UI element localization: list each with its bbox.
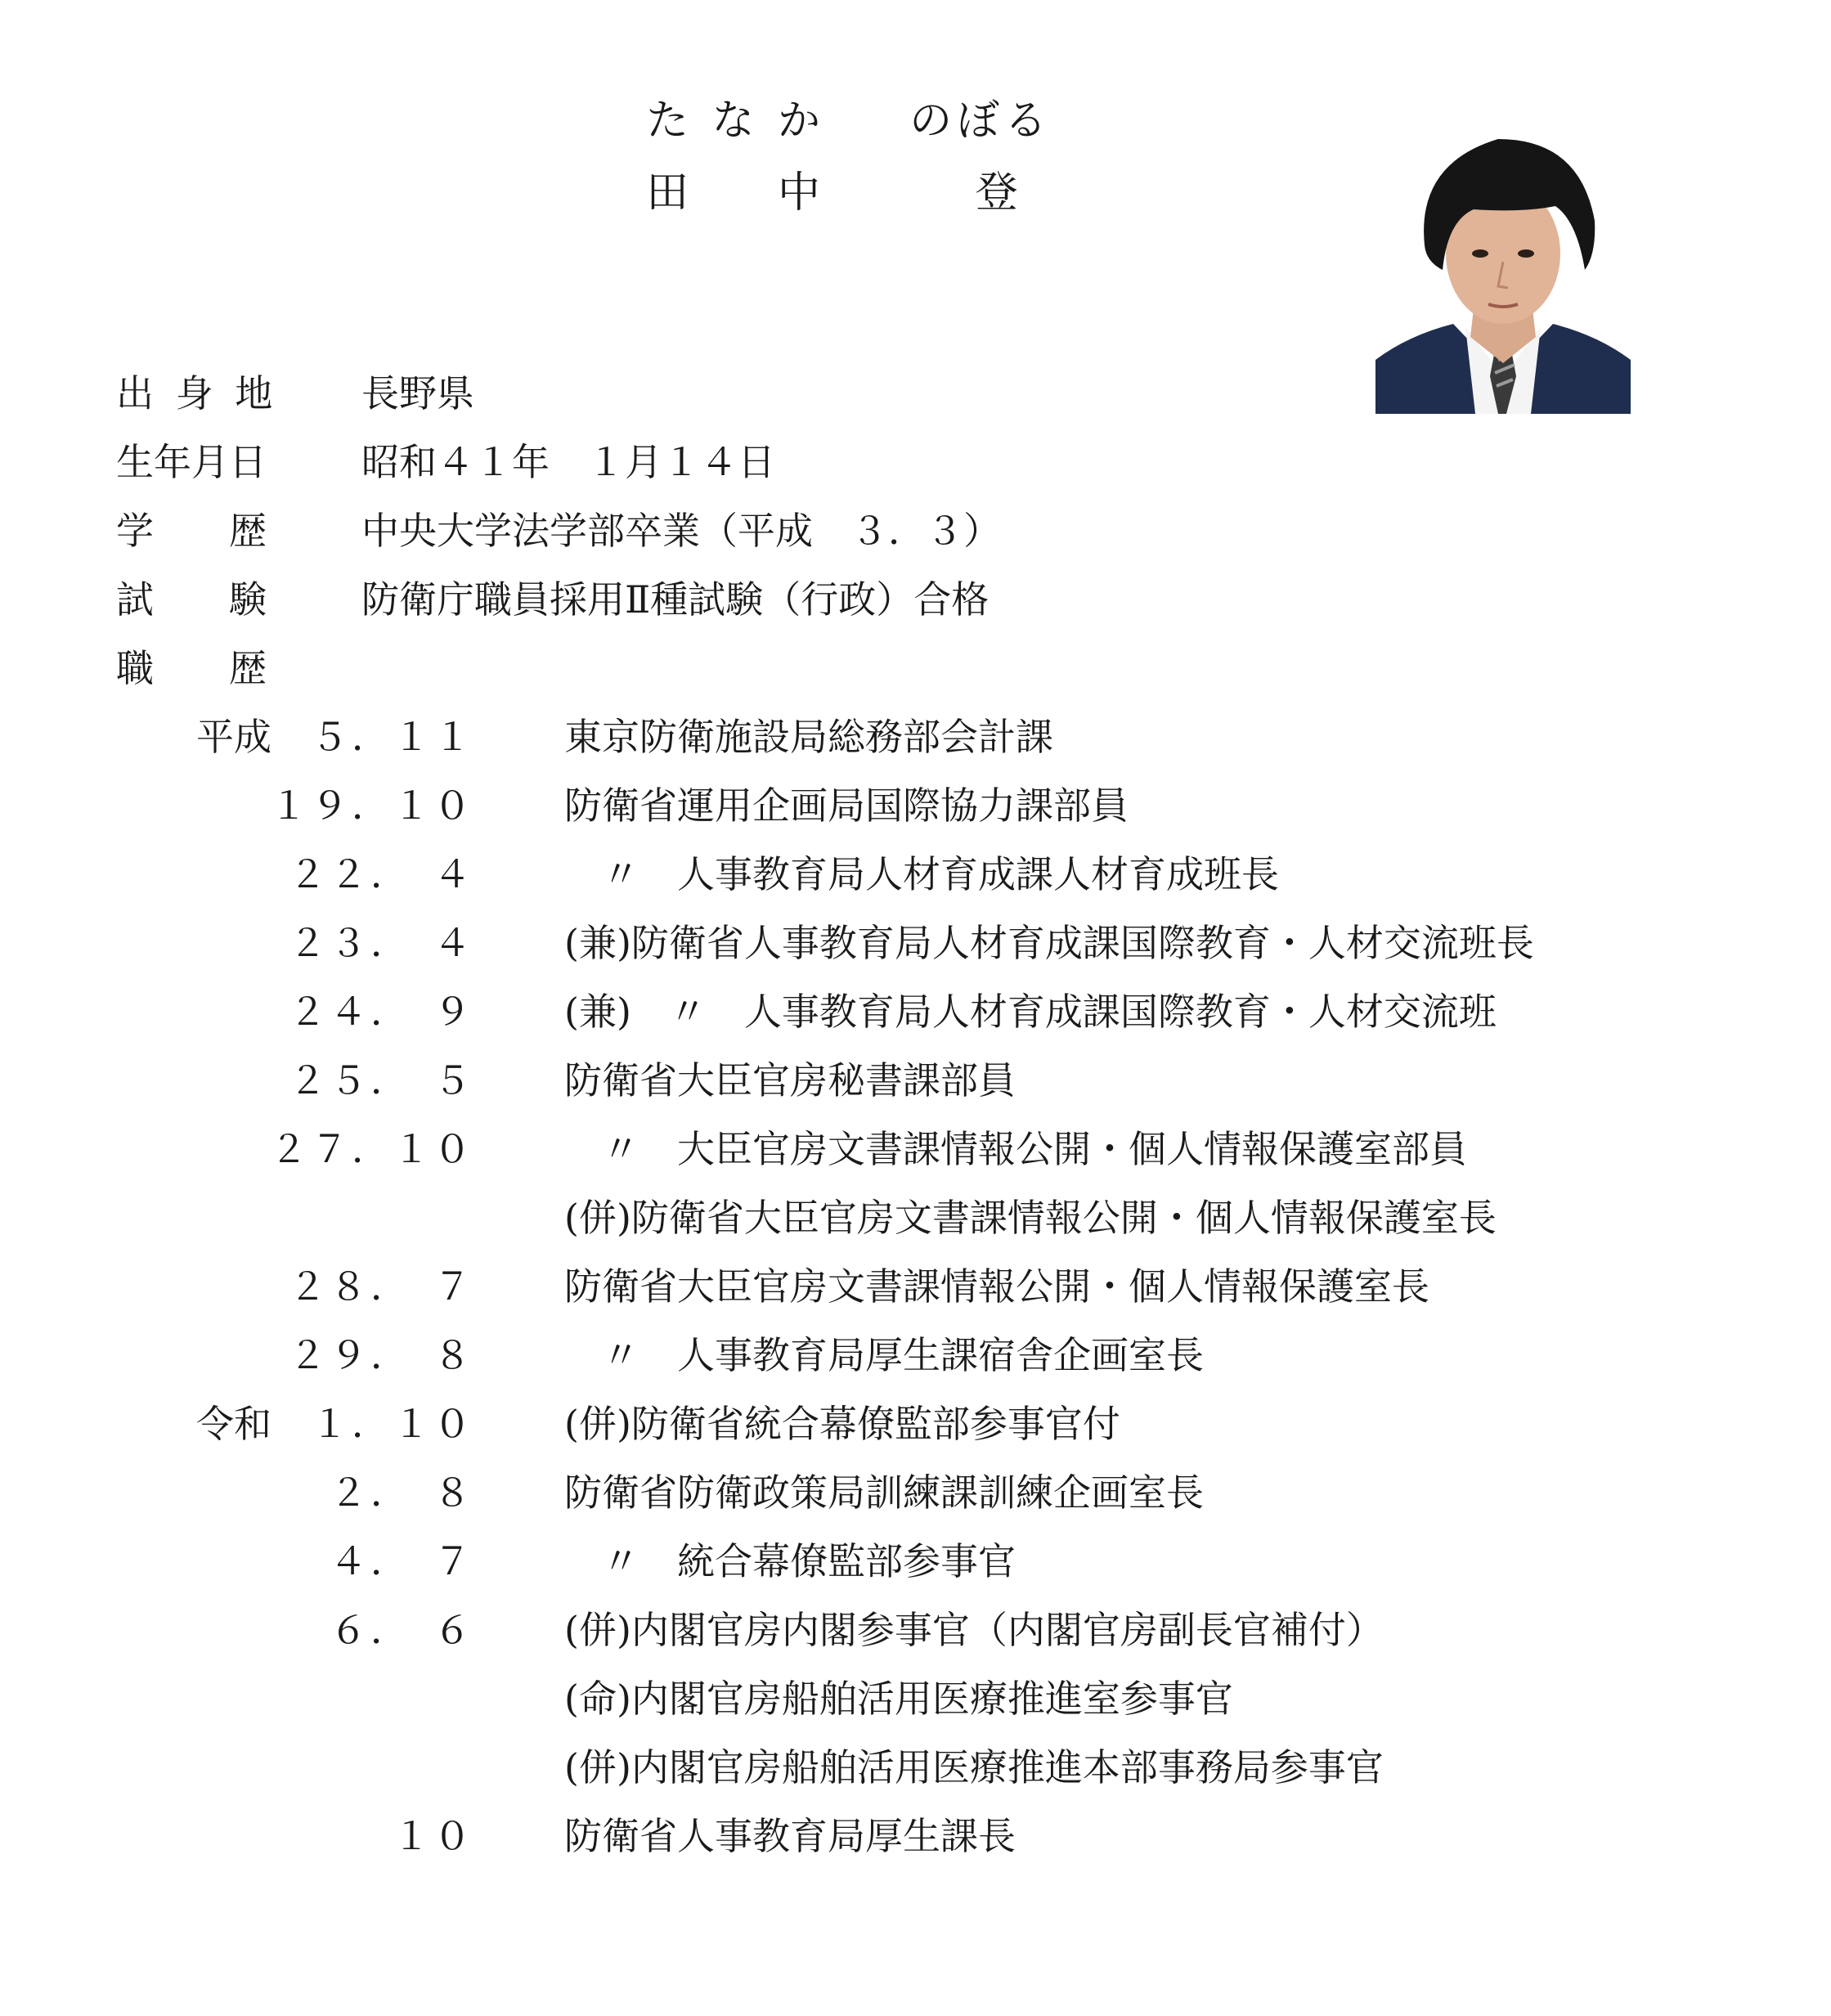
career-date: ２２． ４ xyxy=(289,852,474,896)
career-row xyxy=(0,1608,1831,1680)
career-era: 平成 xyxy=(196,715,272,759)
career-date: ２． ８ xyxy=(330,1470,474,1515)
career-date: １０ xyxy=(393,1814,474,1858)
name-kanji: 田 中 登 xyxy=(646,168,1023,218)
career-row xyxy=(0,1402,1831,1474)
career-desc: 防衛省運用企画局国際協力課部員 xyxy=(564,784,1129,828)
career-row xyxy=(0,1814,1831,1886)
career-date: １．１０ xyxy=(311,1402,474,1446)
career-date: ５．１１ xyxy=(311,715,474,759)
career-date: ６． ６ xyxy=(330,1608,474,1652)
profile-value-education: 中央大学法学部卒業（平成 ３．３） xyxy=(361,509,1001,553)
career-row xyxy=(0,990,1831,1062)
career-desc: (兼)防衛省人事教育局人材育成課国際教育・人材交流班長 xyxy=(564,921,1534,965)
career-desc: 〃 統合幕僚監部参事官 xyxy=(564,1539,1016,1583)
profile-value-birthplace: 長野県 xyxy=(361,371,474,415)
profile-label-exam: 試 験 xyxy=(116,577,267,622)
career-row xyxy=(0,1196,1831,1268)
career-desc: 東京防衛施設局総務部会計課 xyxy=(564,715,1053,759)
career-desc: 防衛省人事教育局厚生課長 xyxy=(564,1814,1016,1858)
career-era: 令和 xyxy=(196,1402,272,1446)
career-date: ４． ７ xyxy=(330,1539,474,1583)
career-desc: (命)内閣官房船舶活用医療推進室参事官 xyxy=(564,1677,1233,1721)
profile-label-career: 職 歴 xyxy=(116,646,267,690)
career-row xyxy=(0,1539,1831,1611)
career-row xyxy=(0,852,1831,924)
career-desc: (併)内閣官房内閣参事官（内閣官房副長官補付） xyxy=(564,1608,1384,1652)
career-row xyxy=(0,921,1831,993)
career-desc: 防衛省防衛政策局訓練課訓練企画室長 xyxy=(564,1470,1204,1515)
career-date: ２５． ５ xyxy=(289,1058,474,1102)
career-desc: 防衛省大臣官房文書課情報公開・個人情報保護室長 xyxy=(564,1264,1429,1309)
career-row xyxy=(0,1677,1831,1749)
career-desc: (併)防衛省大臣官房文書課情報公開・個人情報保護室長 xyxy=(564,1196,1497,1240)
portrait-photo xyxy=(1375,131,1631,414)
career-date: ２９． ８ xyxy=(289,1333,474,1377)
profile-label-birthdate: 生年月日 xyxy=(116,440,267,484)
career-desc: 〃 人事教育局人材育成課人材育成班長 xyxy=(564,852,1279,896)
career-desc: 〃 大臣官房文書課情報公開・個人情報保護室部員 xyxy=(564,1127,1467,1171)
career-desc: 防衛省大臣官房秘書課部員 xyxy=(564,1058,1016,1102)
profile-label-birthplace: 出 身 地 xyxy=(116,371,278,415)
career-row xyxy=(0,715,1831,787)
career-date: ２８． ７ xyxy=(289,1264,474,1309)
name-kana: た な か のぼる xyxy=(646,97,1052,146)
career-row xyxy=(0,1333,1831,1405)
profile-value-exam: 防衛庁職員採用Ⅱ種試験（行政）合格 xyxy=(361,577,990,622)
career-row xyxy=(0,784,1831,855)
profile-value-birthdate: 昭和４１年 １月１４日 xyxy=(361,440,775,484)
career-row xyxy=(0,1127,1831,1199)
career-desc: 〃 人事教育局厚生課宿舎企画室長 xyxy=(564,1333,1204,1377)
career-date: ２４． ９ xyxy=(289,990,474,1034)
career-row xyxy=(0,1470,1831,1542)
career-desc: (兼) 〃 人事教育局人材育成課国際教育・人材交流班 xyxy=(564,990,1497,1034)
career-row xyxy=(0,1745,1831,1817)
career-row xyxy=(0,1058,1831,1130)
career-desc: (併)内閣官房船舶活用医療推進本部事務局参事官 xyxy=(564,1745,1384,1789)
career-date: ２７．１０ xyxy=(270,1127,474,1171)
profile-label-education: 学 歴 xyxy=(116,509,267,553)
career-row xyxy=(0,1264,1831,1336)
career-desc: (併)防衛省統合幕僚監部参事官付 xyxy=(564,1402,1120,1446)
career-date: ２３． ４ xyxy=(289,921,474,965)
career-date: １９．１０ xyxy=(270,784,474,828)
